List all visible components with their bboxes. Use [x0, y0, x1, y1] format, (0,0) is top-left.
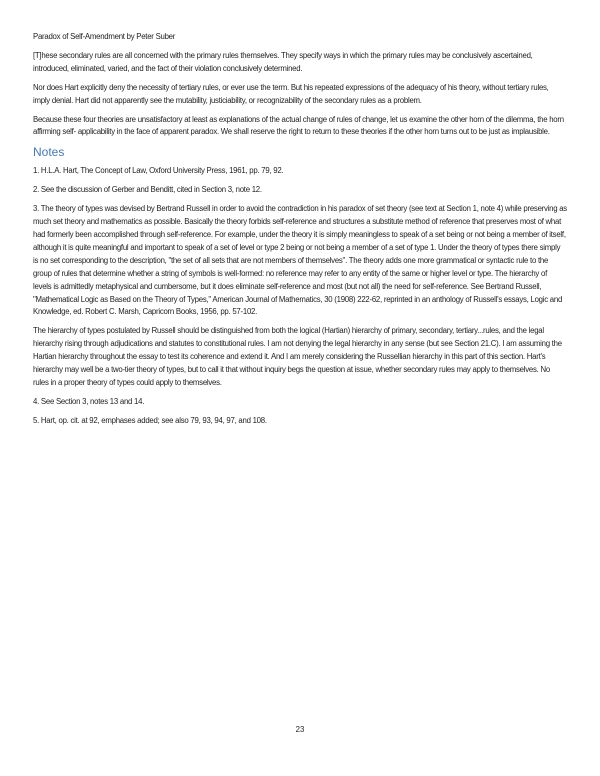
note-3-continuation: The hierarchy of types postulated by Russell should be distinguished from both the logical (Hartian) hierarchy of primary, secondary, tertiary...rules, and the legal hierarchy rising through adjudications and statutes to constitutional rules. I am not denying the legal hierarchy in any sense (but see Section 21.C). I am assuming the Hartian hierarchy throughout the essay to test its coherence and extend it. And I am merely considering the Russellian hierarchy in this part of this section. Hart's hierarchy may well be a two-tier theory of types, but to call it that without inquiry begs the question at issue, whether secondary rules may apply to themselves. No rules in a proper theory of types could apply to themselves.: [33, 326, 562, 387]
page-number: 23: [295, 725, 305, 734]
note-5: 5. Hart, op. cit. at 92, emphases added; see also 79, 93, 94, 97, and 108.: [33, 415, 267, 425]
running-header-title: Paradox of Self-Amendment by Peter Suber: [33, 32, 176, 41]
note-1: 1. H.L.A. Hart, The Concept of Law, Oxford University Press, 1961, pp. 79, 92.: [33, 166, 284, 176]
note-3: 3. The theory of types was devised by Bertrand Russell in order to avoid the contradiction in his paradox of set theory (see text at Section 1, note 4) while preserving as much set theory and mathematics as possible. Basically the theory forbids self-reference and structures a substitute method of reference that preserves most of what had formerly been accomplished through self-reference. For example, under the theory it is simply meaningless to speak of a set being or not being a member of itself, although it is quite meaningful and important to speak of a set of level or type 2 being or not being a member of a set of type 1. Under the theory of types there simply is no set corresponding to the description, "the set of all sets that are not members of themselves". The theory adds one more grammatical or syntactic rule to the group of rules that determine whether a string of symbols is well-formed: no reference may refer to any entity of the same or higher level or type. The hierarchy of levels is admittedly metaphysical and cumbersome, but it does eliminate self-reference and most (but not all) the need for self-reference. See Bertrand Russell, "Mathematical Logic as Based on the Theory of Types," American Journal of Mathematics, 30 (1908) 222-62, reprinted in an anthology of Russell's essays, Logic and Knowledge, ed. Robert C. Marsh, Capricorn Books, 1956, pp. 57-102.: [33, 204, 567, 317]
body-paragraph-1: Nor does Hart explicitly deny the necessity of tertiary rules, or ever use the term. But his repeated expressions of the adequacy of his theory, without tertiary rules, imply denial. Hart did not apparently see the mutability, justiciability, or recognizability of the secondary rules as a problem.: [33, 82, 549, 105]
blockquote-paragraph: [T]hese secondary rules are all concerned with the primary rules themselves. They specify ways in which the primary rules may be conclusively ascertained, introduced, eliminated, varied, and the fact of their violation conclusively determined.: [33, 50, 533, 73]
page-content: [33, 31, 567, 434]
note-4: 4. See Section 3, notes 13 and 14.: [33, 396, 145, 406]
notes-heading: Notes: [33, 145, 65, 160]
note-2: 2. See the discussion of Gerber and Benditt, cited in Section 3, note 12.: [33, 185, 262, 195]
body-paragraph-2: Because these four theories are unsatisfactory at least as explanations of the actual change of rules of change, let us examine the other horn of the dilemma, the horn affirming self- applicability in the face of apparent paradox. We shall reserve the right to return to these theories if the other horn turns out to be just as implausible.: [33, 114, 564, 137]
